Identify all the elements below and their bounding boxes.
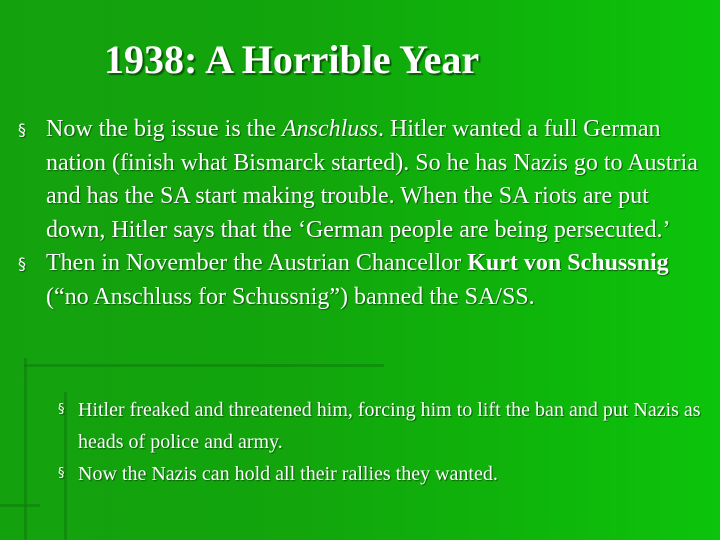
bullet-list (18, 113, 710, 314)
decorative-line (24, 358, 27, 540)
bullet-text: Then in November the Austrian Chancellor (46, 250, 468, 276)
slide-title: 1938: A Horrible Year (104, 37, 480, 82)
bullet-text: Now the big issue is the (46, 116, 282, 142)
decorative-line (0, 504, 40, 507)
section-sign-bullet-icon: § (58, 402, 65, 417)
section-sign-bullet-icon: § (58, 466, 65, 481)
chancellor-name: Kurt von Schussnig (467, 250, 669, 276)
bullet-text: (“no Anschluss for Schussnig”) banned the SA/SS. (46, 283, 535, 310)
section-sign-bullet-icon: § (18, 254, 26, 273)
sub-bullet-item (58, 458, 708, 490)
bullet-item (18, 247, 710, 314)
decorative-line (24, 364, 384, 367)
sub-bullet-text: Hitler freaked and threatened him, forcing him to lift the ban and put Nazis as heads of police and army. (78, 399, 701, 453)
sub-bullet-text: Now the Nazis can hold all their rallies they wanted. (78, 463, 498, 485)
sub-bullet-list (58, 394, 708, 490)
bullet-item (18, 113, 710, 247)
section-sign-bullet-icon: § (18, 120, 26, 139)
bullet-text: . Hitler wanted a full German nation (finish what Bismarck started). So he has Nazis go to Austria and has the SA start making trouble. When the SA riots are put down, Hitler says that the ‘German people are being persecuted.’ (46, 116, 698, 243)
anschluss-term: Anschluss (281, 116, 378, 142)
sub-bullet-item (58, 394, 708, 458)
